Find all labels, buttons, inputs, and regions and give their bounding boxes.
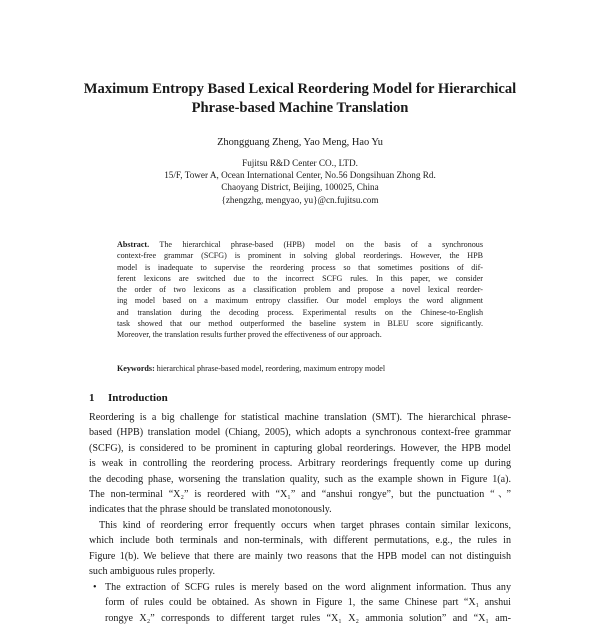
- abstract: [117, 239, 483, 341]
- title-line: Phrase-based Machine Translation: [191, 100, 409, 116]
- body-line: such ambiguous rules properly.: [89, 566, 216, 578]
- body-line: the decoding phase, worsening the translation quality, such as the example shown in Figure 1(a).: [89, 473, 511, 485]
- affiliation-line: Chaoyang District, Beijing, 100025, China: [221, 182, 379, 193]
- title-line: Maximum Entropy Based Lexical Reordering Model for Hierarchical: [83, 81, 517, 97]
- affiliation-line: 15/F, Tower A, Ocean International Center, No.56 Dongsihuan Zhong Rd.: [164, 170, 436, 181]
- abstract-line: model is inadequate to supervise the reordering process so that sometimes positions of dif-: [117, 262, 483, 272]
- bullet-icon: •: [93, 582, 97, 593]
- body-line: Figure 1(b). We believe that there are mainly two reasons that the HPB model can not distinguish: [89, 550, 511, 562]
- bullet-line: rongye X₂” corresponds to different target rules “X₁ X₂ ammonia solution” and “X₁ am-: [105, 612, 511, 624]
- body-line: indicates that the phrase should be translated monotonously.: [89, 504, 332, 516]
- email-line: {zhengzhg, mengyao, yu}@cn.fujitsu.com: [221, 194, 379, 205]
- body-line: This kind of reordering error frequently occurs when target phrases contain similar lexicons,: [99, 520, 511, 531]
- affiliation-line: Fujitsu R&D Center CO., LTD.: [242, 158, 358, 168]
- body-line: The non-terminal “X₂” is reordered with “X₁” and “anshui rongye”, but the punctuation “、”: [89, 488, 511, 500]
- body-line: which include both terminals and non-terminals, with different permutations, e.g., the rules in: [89, 535, 511, 547]
- author-list: Zhongguang Zheng, Yao Meng, Hao Yu: [217, 137, 383, 148]
- abstract-line: task showed that our method outperformed the baseline system in BLEU score significantly.: [117, 319, 483, 329]
- body-line: (SCFG), is considered to be prominent in capturing global reorderings. However, the HPB model: [89, 442, 511, 454]
- bullet-line: form of rules could be obtained. As shown in Figure 1, the same Chinese part “X₁ anshui: [105, 597, 511, 609]
- affiliation: [60, 157, 540, 206]
- keywords-text: hierarchical phrase-based model, reordering, maximum entropy model: [156, 364, 386, 373]
- body-line: based (HPB) translation model (Chiang, 2005), which adopts a synchronous context-free grammar: [89, 427, 511, 439]
- abstract-label: Abstract.: [117, 240, 150, 249]
- bullet-item: [89, 580, 511, 626]
- keywords: [117, 364, 483, 373]
- abstract-line: ferent lexicons are switched due to the incorrect SCFG rules. In this paper, we consider: [117, 273, 483, 283]
- section-number: 1: [89, 392, 95, 404]
- bullet-line: The extraction of SCFG rules is merely based on the word alignment information. Thus any: [105, 582, 511, 593]
- abstract-line: and translation during the decoding process. Experimental results on the Chinese-to-English: [117, 307, 483, 317]
- abstract-line: context-free grammar (SCFG) is prominent in solving global reorderings. However, the HPB: [117, 251, 483, 261]
- keywords-label: Keywords:: [117, 364, 155, 373]
- paper-title: [60, 80, 540, 118]
- body-line: is weak in controlling the reordering process. Arbitrary reorderings frequently come up during: [89, 458, 511, 470]
- section-title: Introduction: [108, 392, 168, 404]
- abstract-line: The hierarchical phrase-based (HPB) model on the basis of a synchronous: [159, 240, 483, 249]
- abstract-line: ing model based on a maximum entropy classifier. Our model employs the word alignment: [117, 296, 483, 306]
- abstract-line: the order of two lexicons as a classification problem and propose a novel lexical reorder-: [117, 285, 483, 295]
- body-line: Reordering is a big challenge for statistical machine translation (SMT). The hierarchical phrase-: [89, 412, 511, 423]
- intro-paragraph-2: [89, 518, 511, 580]
- section-heading: [89, 392, 168, 404]
- intro-paragraph-1: [89, 410, 511, 518]
- abstract-line: Moreover, the translation results further proved the effectiveness of our approach.: [117, 330, 382, 340]
